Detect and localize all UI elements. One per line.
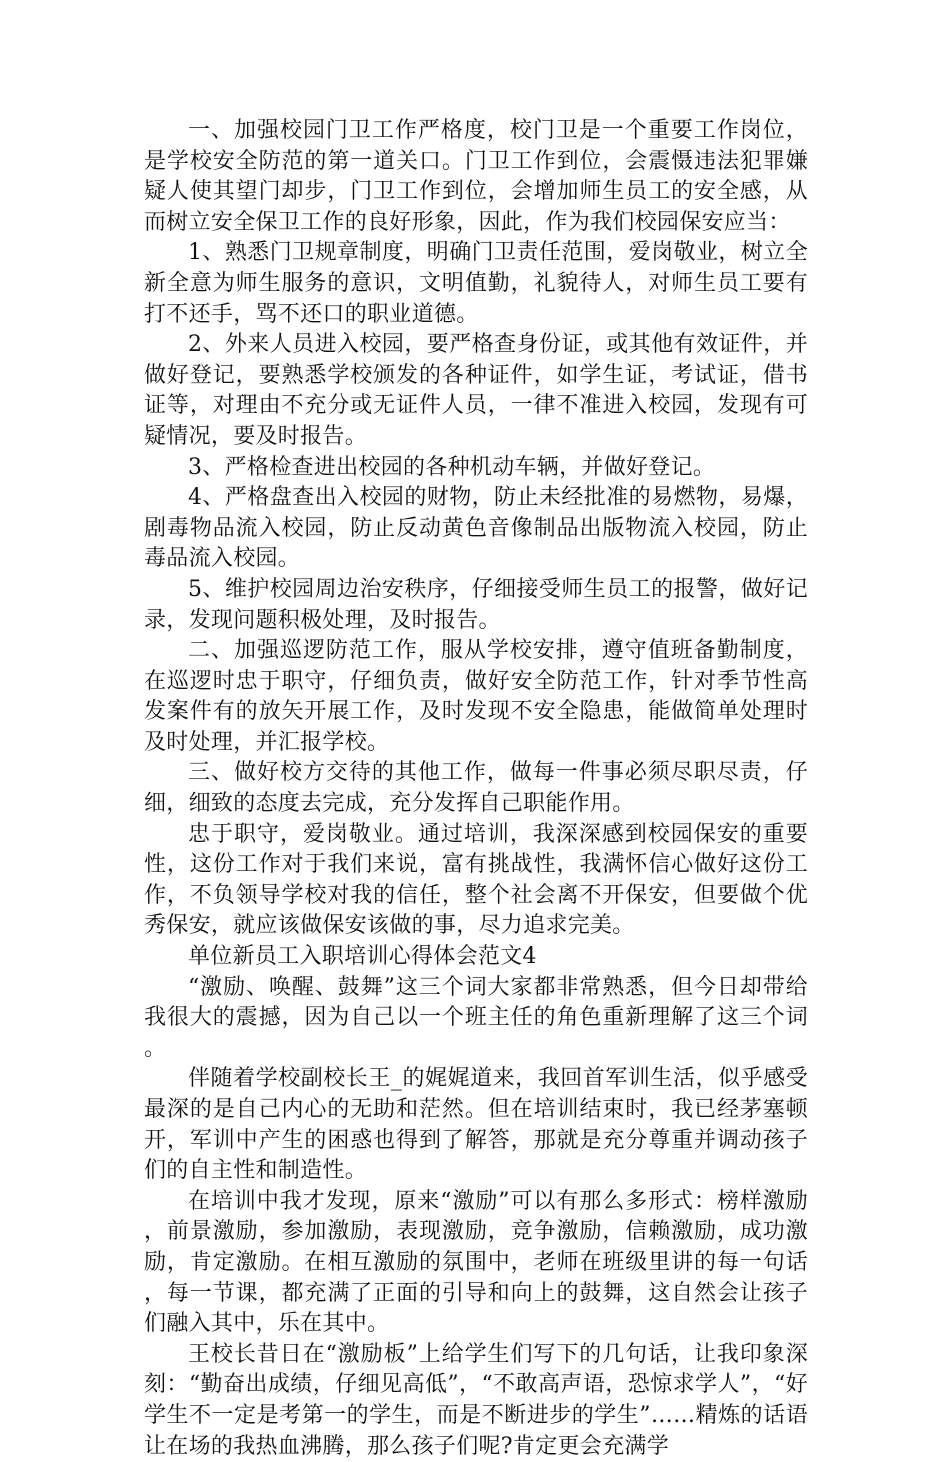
- paragraph-principal-quotes: 王校长昔日在“激励板”上给学生们写下的几句话，让我印象深刻：“勤奋出成绩，仔细见高低”，“不敢高声语，恐惊求学人”，“好学生不一定是考第一的学生，而是不断进步的学生”……精炼的话语让在场的我热血沸腾，那么孩子们呢?肯定更会充满学: [144, 1341, 808, 1459]
- paragraph-rule-2: 2、外来人员进入校园，要严格查身份证，或其他有效证件，并做好登记，要熟悉学校颁发的各种证件，如学生证，考试证，借书证等，对理由不充分或无证件人员，一律不准进入校园，发现有可疑情况，要及时报告。: [144, 332, 808, 449]
- paragraph-rule-4: 4、严格盘查出入校园的财物，防止未经批准的易燃物，易爆，剧毒物品流入校园，防止反动黄色音像制品出版物流入校园，防止毒品流入校园。: [144, 485, 808, 572]
- document-body: [144, 116, 808, 1462]
- paragraph-motivation-intro: “激励、唤醒、鼓舞”这三个词大家都非常熟悉，但今日却带给我很大的震撼，因为自己以一个班主任的角色重新理解了这三个词。: [144, 974, 808, 1061]
- paragraph-forms-of-motivation: 在培训中我才发现，原来“激励”可以有那么多形式：榜样激励，前景激励，参加激励，表现激励，竞争激励，信赖激励，成功激励，肯定激励。在相互激励的氛围中，老师在班级里讲的每一句话，每一节课，都充满了正面的引导和向上的鼓舞，这自然会让孩子们融入其中，乐在其中。: [144, 1188, 808, 1337]
- paragraph-gatekeeping-intro: 一、加强校园门卫工作严格度，校门卫是一个重要工作岗位，是学校安全防范的第一道关口。门卫工作到位，会震慑违法犯罪嫌疑人使其望门却步，门卫工作到位，会增加师生员工的安全感，从而树立安全保卫工作的良好形象，因此，作为我们校园保安应当：: [144, 118, 808, 235]
- paragraph-conclusion: 忠于职守，爱岗敬业。通过培训，我深深感到校园保安的重要性，这份工作对于我们来说，富有挑战性，我满怀信心做好这份工作，不负领导学校对我的信任，整个社会离不开保安，但要做个优秀保安，就应该做保安该做的事，尽力追求完美。: [144, 821, 808, 939]
- paragraph-patrol: 二、加强巡逻防范工作，服从学校安排，遵守值班备勤制度，在巡逻时忠于职守，仔细负责，做好安全防范工作，针对季节性高发案件有的放矢开展工作，及时发现不安全隐患，能做简单处理时及时处理，并汇报学校。: [144, 638, 808, 755]
- paragraph-rule-5: 5、维护校园周边治安秩序，仔细接受师生员工的报警，做好记录，发现问题积极处理，及时报告。: [144, 576, 808, 633]
- section-heading: 单位新员工入职培训心得体会范文4: [188, 944, 537, 970]
- paragraph-rule-3: 3、严格检查进出校园的各种机动车辆，并做好登记。: [188, 454, 716, 480]
- paragraph-rule-1: 1、熟悉门卫规章制度，明确门卫责任范围，爱岗敬业，树立全新全意为师生服务的意识，文明值勤，礼貌待人，对师生员工要有打不还手，骂不还口的职业道德。: [144, 240, 808, 327]
- paragraph-vice-principal: 伴随着学校副校长王_的娓娓道来，我回首军训生活，似乎感受最深的是自己内心的无助和茫然。但在培训结束时，我已经茅塞顿开，军训中产生的困惑也得到了解答，那就是充分尊重并调动孩子们的自主性和制造性。: [144, 1066, 808, 1184]
- paragraph-other-duties: 三、做好校方交待的其他工作，做每一件事必须尽职尽责，仔细，细致的态度去完成，充分发挥自己职能作用。: [144, 760, 808, 817]
